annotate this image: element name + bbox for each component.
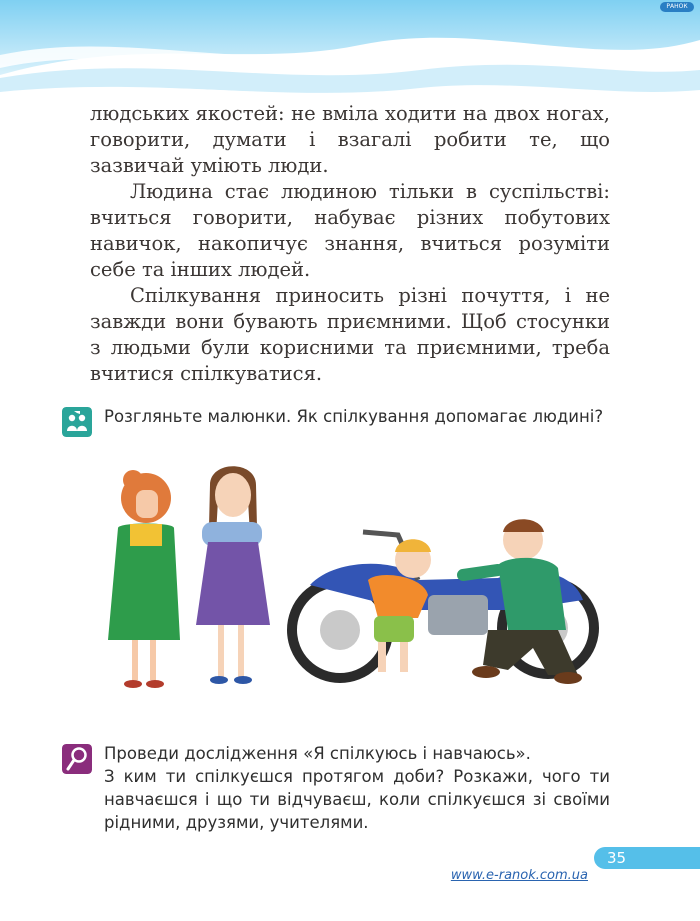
page-number: 35 [607,849,627,867]
main-text [90,101,610,387]
header-wave-decoration [0,0,700,110]
paragraph-3: Спілкування приносить різні почуття, і не завжди вони бувають приємними. Щоб стосунки з людьми були корисними та приємними, треба вчитися спілкуватися. [90,284,610,385]
crying-girl-figure [108,470,180,688]
website-link[interactable]: www.e-ranok.com.ua [450,868,588,883]
task-discussion [62,405,610,428]
task-research [62,742,610,834]
task-2-title: Проведи дослідження «Я спілкуюсь і навчаюсь». [104,744,531,763]
task-1-text: Розгляньте малюнки. Як спілкування допомагає людині? [104,407,604,426]
task-2-text [104,742,610,834]
group-discussion-icon [62,407,92,437]
paragraph-2: Людина стає людиною тільки в суспільстві: вчиться говорити, набуває різних побутових навичок, накопичує знання, вчиться розуміти себе та інших людей. [90,180,610,281]
paragraph-1: людських якостей: не вміла ходити на двох ногах, говорити, думати і взагалі робити те, що зазвичай уміють люди. [90,102,610,177]
magnifier-research-icon [62,744,92,774]
task-2-question: З ким ти спілкуєшся протягом доби? Розкажи, чого ти навчаєшся і що ти відчуваєш, коли спілкуєшся зі своїми рідними, друзями, учителями. [104,767,610,832]
children-and-motorcycle-illustration [78,460,618,710]
publisher-logo: РАНОК [660,2,694,12]
girl-in-purple-figure [196,466,270,684]
